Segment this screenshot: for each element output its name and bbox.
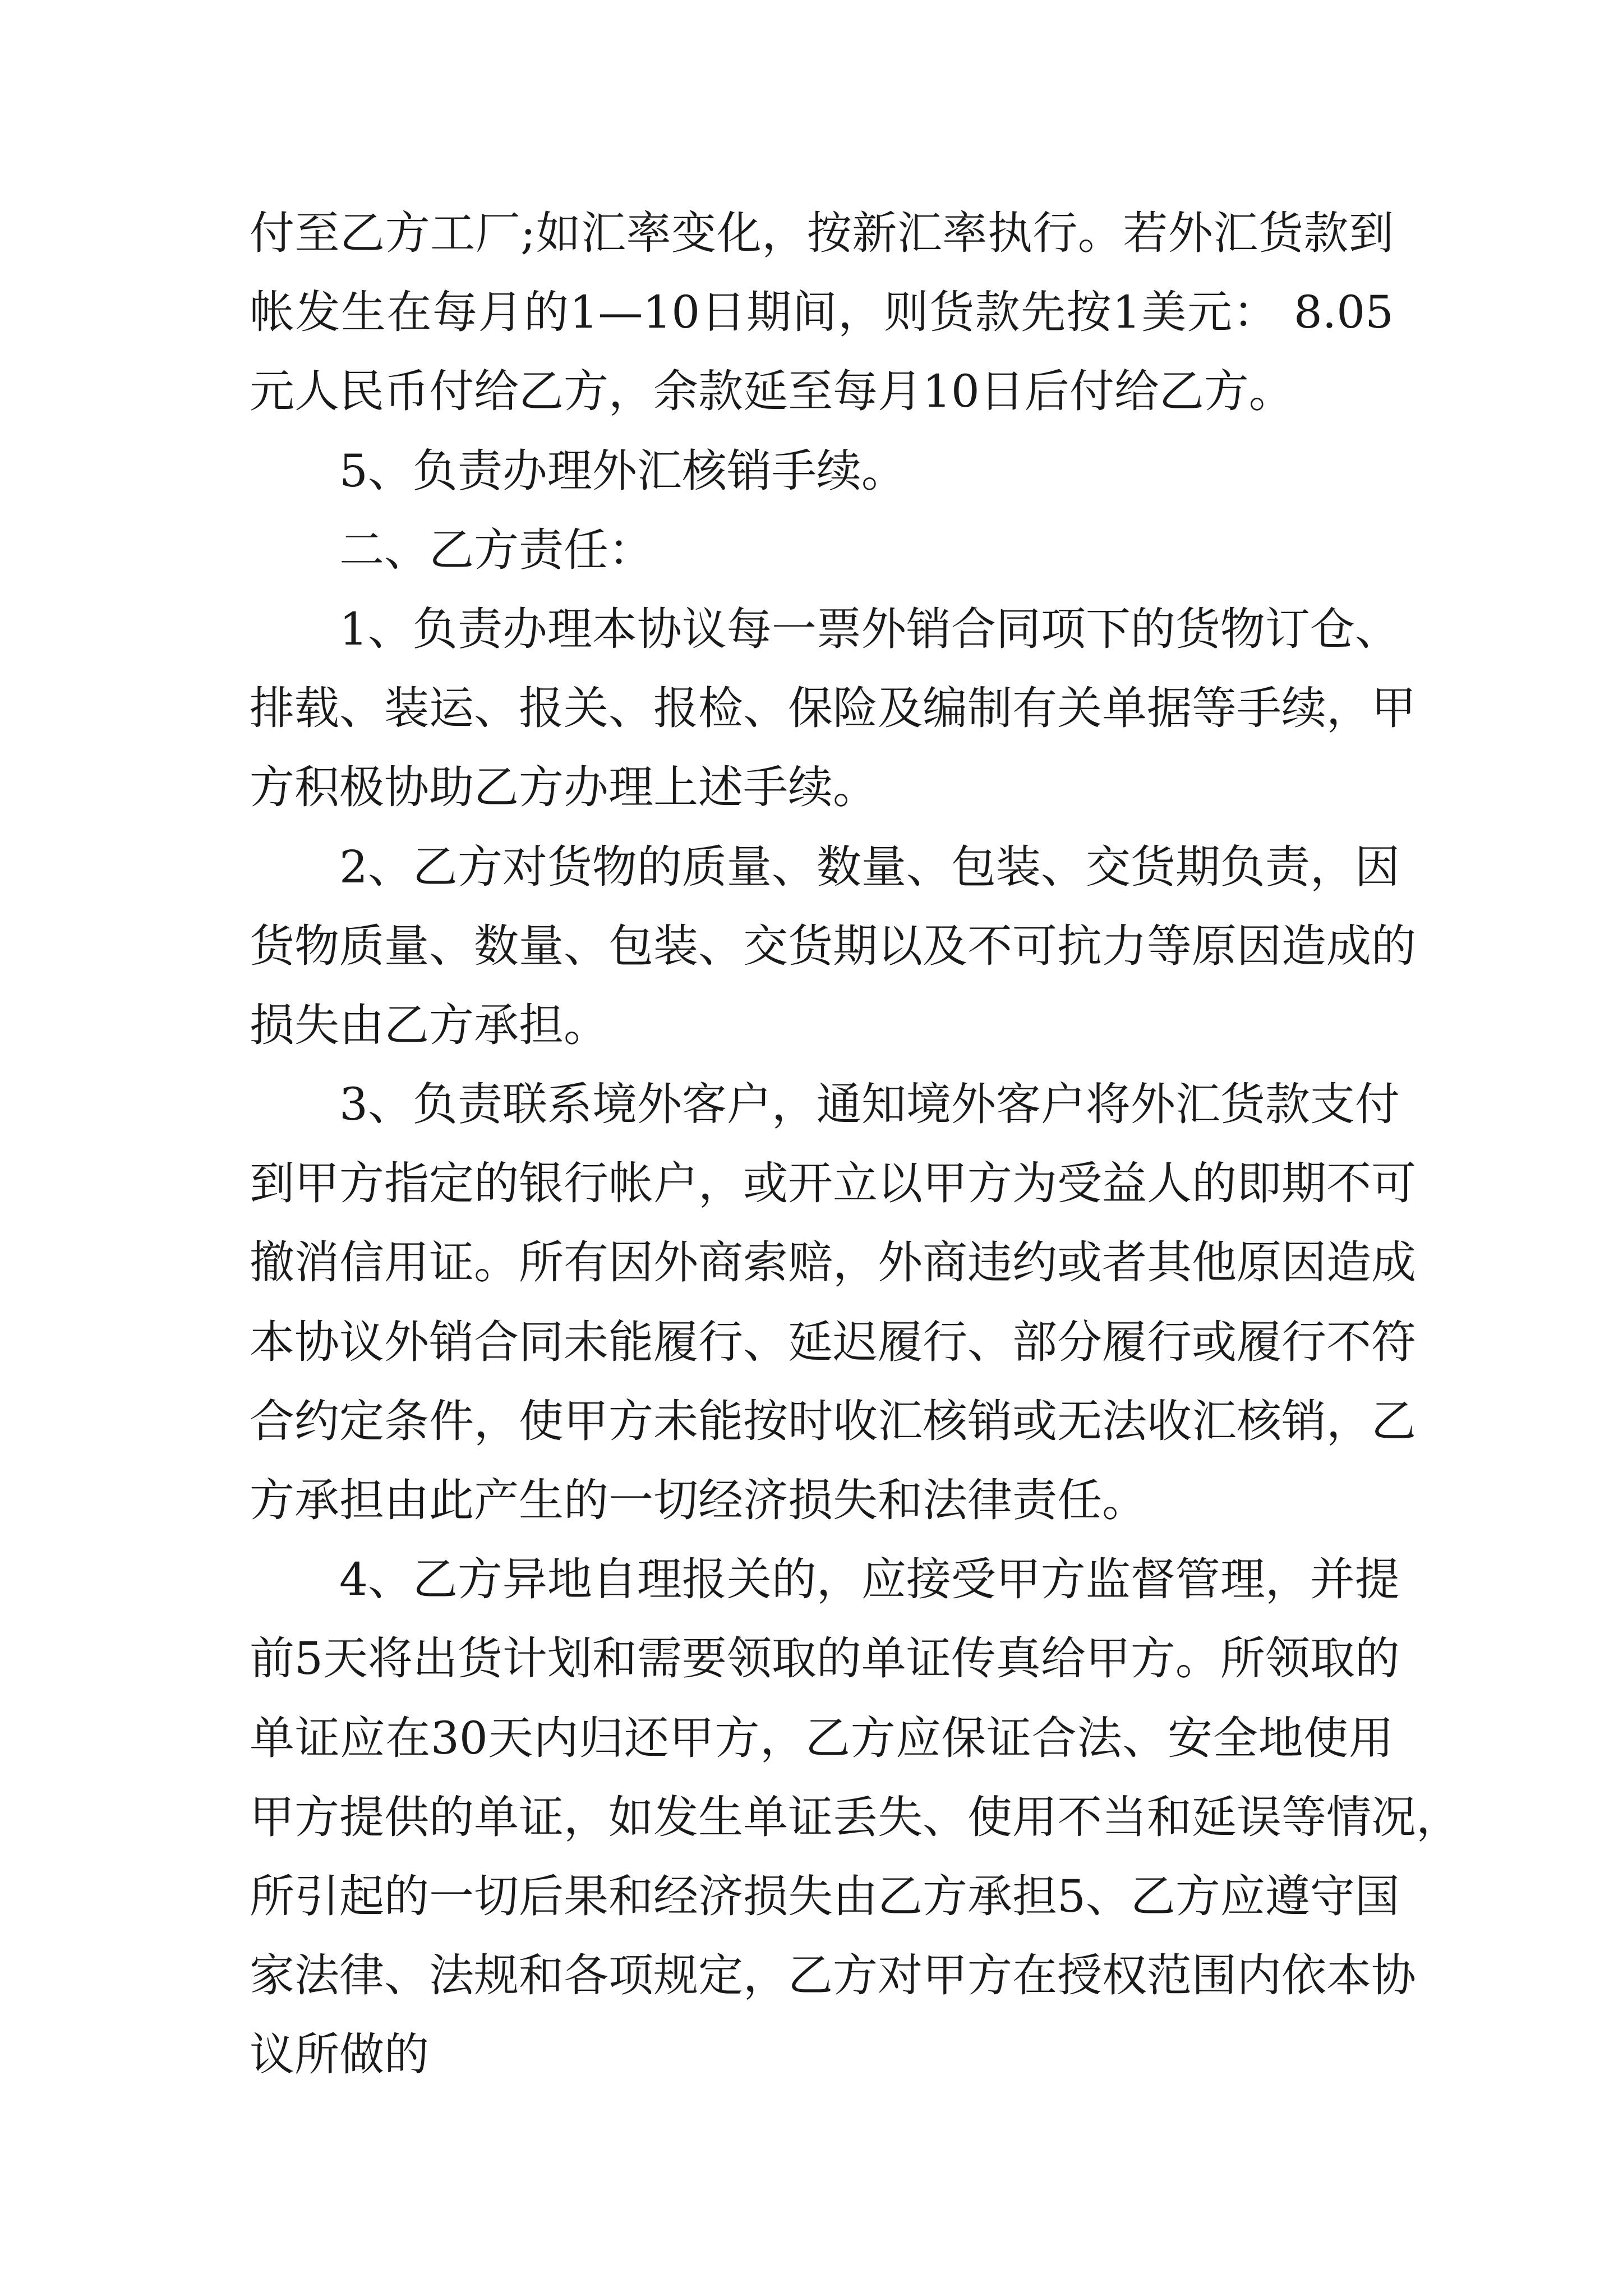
text-line: 议所做的	[250, 2028, 429, 2081]
text-line: 4、乙方异地自理报关的，应接受甲方监督管理，并提	[339, 1553, 1400, 1606]
text-line: 付至乙方工厂;如汇率变化，按新汇率执行。若外汇货款到	[250, 207, 1394, 259]
text-line: 本协议外销合同未能履行、延迟履行、部分履行或履行不符	[250, 1315, 1416, 1368]
text-line: 甲方提供的单证，如发生单证丢失、使用不当和延误等情况，	[250, 1791, 1461, 1843]
text-line: 合约定条件，使甲方未能按时收汇核销或无法收汇核销，乙	[250, 1395, 1416, 1447]
text-line: 单证应在30天内归还甲方，乙方应保证合法、安全地使用	[250, 1711, 1394, 1764]
text-line: 方积极协助乙方办理上述手续。	[250, 761, 878, 814]
text-line: 货物质量、数量、包装、交货期以及不可抗力等原因造成的	[250, 919, 1416, 972]
text-line: 排载、装运、报关、报检、保险及编制有关单据等手续，甲	[250, 682, 1416, 735]
text-line: 方承担由此产生的一切经济损失和法律责任。	[250, 1474, 1147, 1526]
text-line: 2、乙方对货物的质量、数量、包装、交货期负责，因	[339, 840, 1400, 893]
text-line: 3、负责联系境外客户，通知境外客户将外汇货款支付	[339, 1078, 1400, 1131]
text-line: 帐发生在每月的1—10日期间，则货款先按1美元： 8.05	[250, 286, 1394, 339]
text-line: 损失由乙方承担。	[250, 999, 608, 1051]
text-line: 元人民币付给乙方，余款延至每月10日后付给乙方。	[250, 365, 1294, 418]
text-line: 撤消信用证。所有因外商索赔，外商违约或者其他原因造成	[250, 1236, 1416, 1289]
section-heading: 二、乙方责任：	[339, 523, 653, 576]
text-line: 前5天将出货计划和需要领取的单证传真给甲方。所领取的	[250, 1632, 1400, 1685]
text-line: 所引起的一切后果和经济损失由乙方承担5、乙方应遵守国	[250, 1870, 1400, 1922]
text-line: 5、负责办理外汇核销手续。	[339, 444, 906, 497]
text-line: 家法律、法规和各项规定，乙方对甲方在授权范围内依本协	[250, 1949, 1416, 2002]
text-line: 1、负责办理本协议每一票外销合同项下的货物订仓、	[339, 602, 1400, 655]
text-line: 到甲方指定的银行帐户，或开立以甲方为受益人的即期不可	[250, 1157, 1416, 1210]
document-body	[250, 194, 1461, 2095]
